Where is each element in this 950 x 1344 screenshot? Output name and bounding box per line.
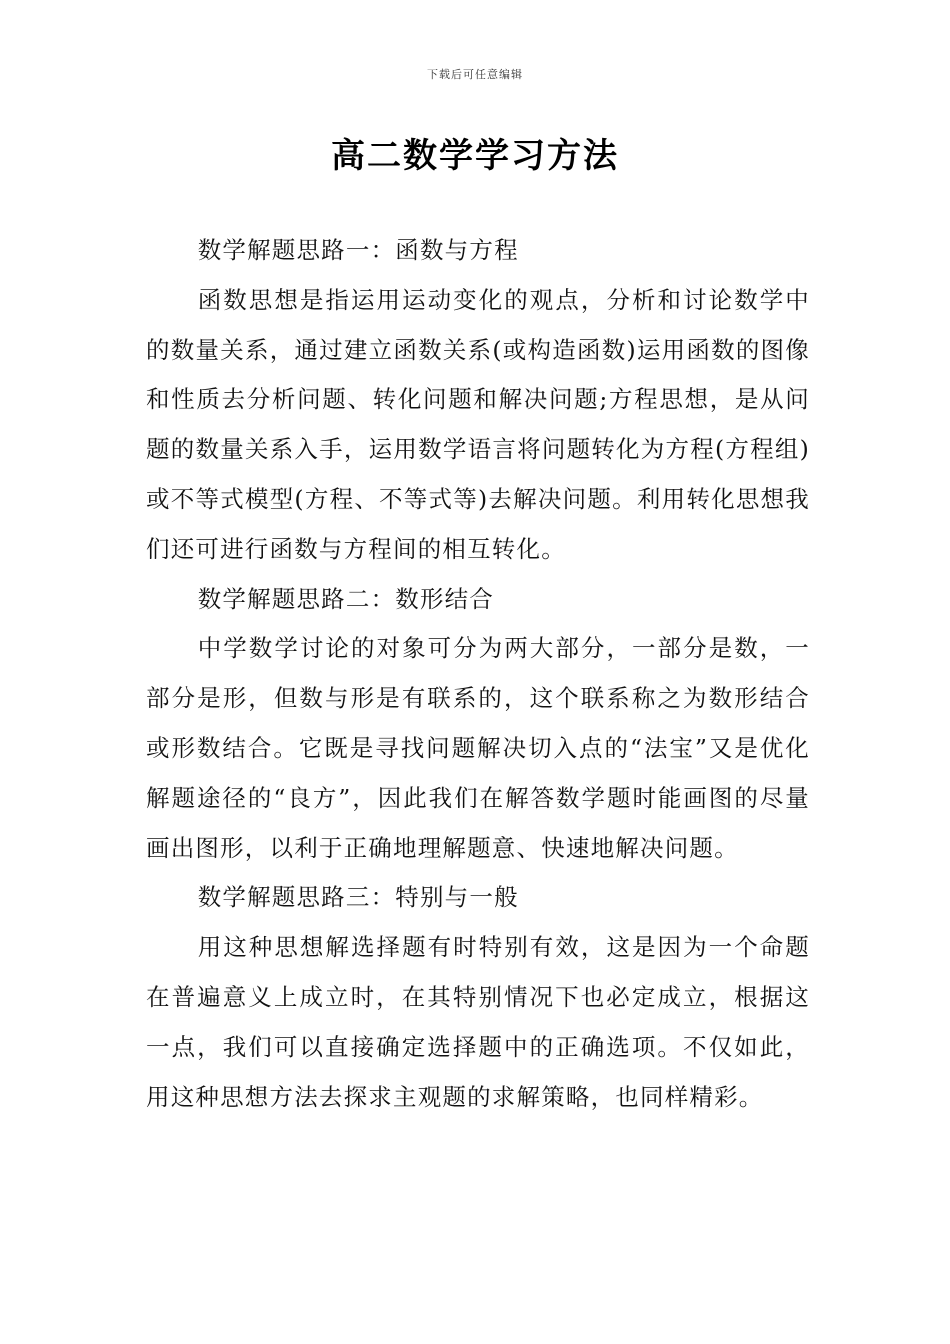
- header-note: 下载后可任意编辑: [427, 68, 523, 81]
- section-paragraph-1: 函数思想是指运用运动变化的观点，分析和讨论数学中的数量关系，通过建立函数关系(或构造函数)运用函数的图像和性质去分析问题、转化问题和解决问题;方程思想，是从问题的数量关系入手，运用数学语言将问题转化为方程(方程组)或不等式模型(方程、不等式等)去解决问题。利用转化思想我们还可进行函数与方程间的相互转化。: [146, 285, 810, 563]
- section-heading-2: 数学解题思路二：数形结合: [197, 584, 495, 613]
- section-paragraph-2: 中学数学讨论的对象可分为两大部分，一部分是数，一部分是形，但数与形是有联系的，这个联系称之为数形结合或形数结合。它既是寻找问题解决切入点的“法宝”又是优化解题途径的“良方”，因此我们在解答数学题时能画图的尽量画出图形，以利于正确地理解题意、快速地解决问题。: [146, 634, 810, 862]
- section-paragraph-3: 用这种思想解选择题有时特别有效，这是因为一个命题在普遍意义上成立时，在其特别情况下也必定成立，根据这一点，我们可以直接确定选择题中的正确选项。不仅如此，用这种思想方法去探求主观题的求解策略，也同样精彩。: [146, 933, 810, 1111]
- section-heading-3: 数学解题思路三：特别与一般: [197, 883, 519, 912]
- document-body: [146, 226, 810, 1122]
- document-title: 高二数学学习方法: [331, 136, 619, 176]
- section-heading-1: 数学解题思路一：函数与方程: [197, 236, 519, 264]
